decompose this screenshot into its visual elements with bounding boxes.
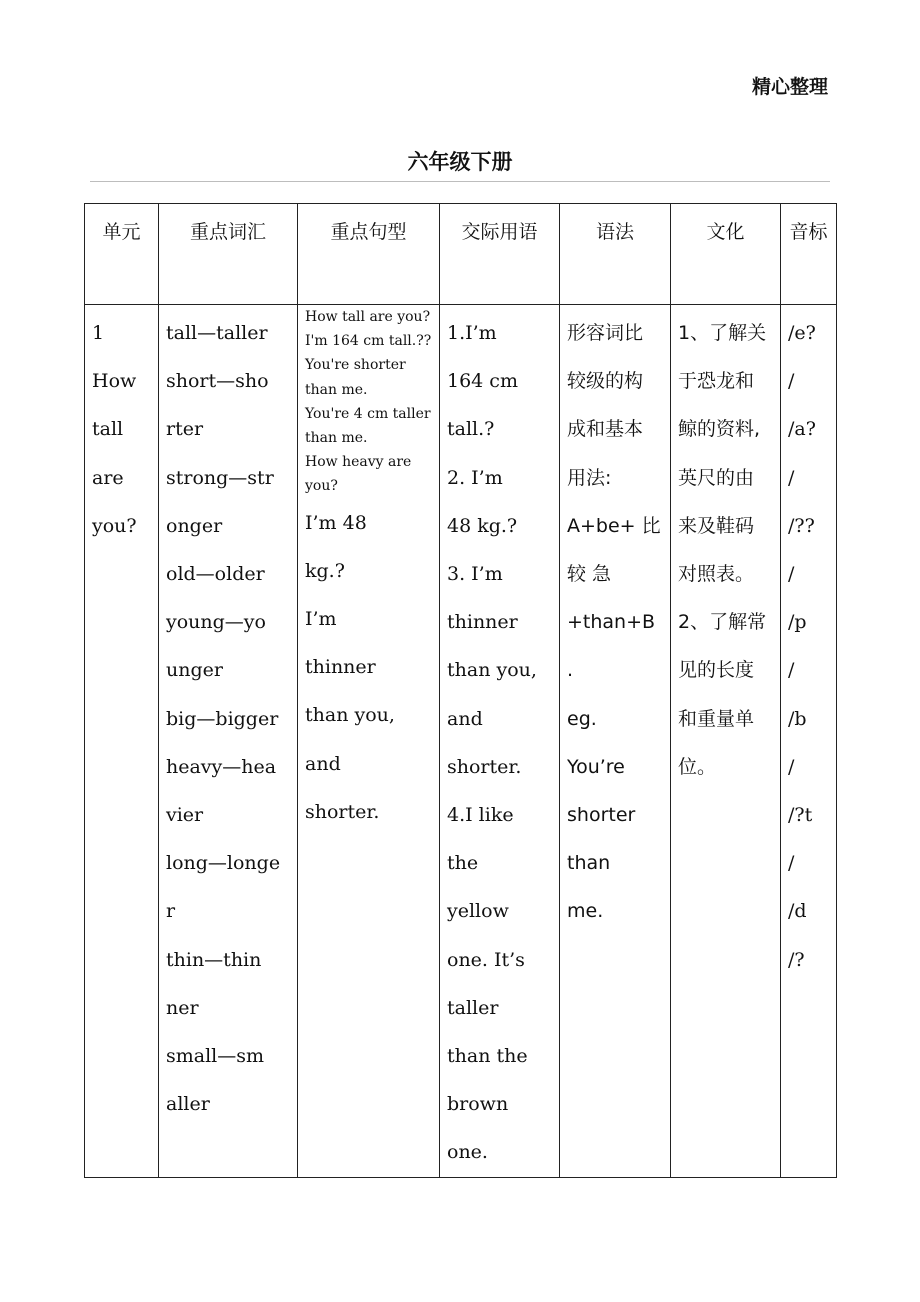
cell-line: 较级的构 [567, 370, 644, 393]
cell-line: I’m 48 [305, 511, 367, 534]
cell-line: rter [166, 418, 204, 441]
cell-line: one. [447, 1141, 488, 1164]
corner-label: 精心整理 [751, 76, 828, 98]
cell-line: ner [166, 996, 199, 1019]
cell-line: tall [92, 418, 124, 441]
cell-line: heavy—hea [166, 755, 277, 778]
cell-line: 较 急 [567, 563, 612, 586]
cell-line: than the [447, 1045, 528, 1068]
cell-line: thinner [305, 656, 376, 679]
cell-line: /?? [788, 514, 815, 537]
cell-line: big—bigger [166, 707, 279, 730]
cell-line: and [447, 707, 483, 730]
cell-line: than me. [305, 430, 368, 447]
cell-line: 见的长度 [678, 659, 755, 682]
cell-line: 4.I like [447, 804, 514, 827]
cell-line: / [788, 370, 795, 393]
cell-line: /e? [788, 322, 816, 344]
cell-line: and [305, 752, 341, 775]
cell-line: old—older [166, 563, 265, 586]
patterns-large [305, 499, 432, 836]
header-phonetics-1: 音标 [789, 221, 828, 243]
cell-line: . [567, 659, 574, 682]
cell-line: / [788, 659, 795, 682]
cell-line: 3. I’m [447, 563, 503, 586]
cell-line: You're 4 cm taller [305, 405, 431, 422]
cell-line: the [447, 852, 479, 875]
header-unit: 单元 [85, 204, 159, 305]
cell-line: 形容词比 [567, 322, 644, 344]
patterns-small [305, 305, 432, 499]
header-grammar: 语法 [560, 204, 671, 305]
cell-line: strong—str [166, 466, 274, 489]
cell-line: shorter [567, 804, 636, 827]
cell-expressions [440, 305, 560, 1178]
cell-line: shorter. [305, 800, 380, 823]
cell-line: How [92, 370, 137, 393]
cell-line: / [788, 852, 795, 875]
cell-line: / [788, 466, 795, 489]
cell-line: 鲸的资料, [678, 418, 761, 441]
cell-line: 48 kg.? [447, 514, 518, 537]
cell-line: I'm 164 cm tall.?? [305, 333, 432, 350]
header-expressions: 交际用语 [440, 204, 560, 305]
cell-unit [85, 305, 159, 1178]
cell-line: 2、了解常 [678, 611, 767, 634]
header-culture: 文化 [671, 204, 781, 305]
page-title: 六年级下册 [407, 149, 513, 174]
header-phonetics [781, 204, 837, 305]
cell-line: /a? [788, 418, 816, 441]
cell-line: You're shorter [305, 357, 406, 374]
cell-line: taller [447, 996, 499, 1019]
cell-line: /b [788, 707, 807, 730]
cell-line: tall.? [447, 418, 495, 441]
cell-line: /d [788, 900, 807, 923]
cell-line: 1.I’m [447, 322, 497, 344]
cell-line: thinner [447, 611, 518, 634]
cell-line: onger [166, 514, 223, 537]
cell-line: / [788, 755, 795, 778]
cell-patterns [298, 305, 440, 1178]
cell-line: thin—thin [166, 948, 262, 971]
cell-line: +than+B [567, 611, 656, 634]
cell-line: kg.? [305, 559, 345, 582]
cell-line: 1 [92, 322, 105, 344]
cell-phonetics [781, 305, 837, 1178]
cell-line: 于恐龙和 [678, 370, 755, 393]
cell-line: 164 cm [447, 370, 518, 393]
cell-line: / [788, 563, 795, 586]
cell-line: brown [447, 1093, 509, 1116]
cell-line: than you, [447, 659, 537, 682]
cell-line: unger [166, 659, 223, 682]
cell-line: shorter. [447, 755, 522, 778]
cell-line: you? [92, 514, 137, 537]
cell-line: are [92, 466, 124, 489]
cell-line: vier [166, 804, 204, 827]
cell-line: /p [788, 611, 807, 634]
cell-line: tall—taller [166, 322, 268, 344]
cell-line: 2. I’m [447, 466, 503, 489]
header-patterns: 重点句型 [298, 204, 440, 305]
cell-line: /?t [788, 804, 813, 827]
cell-line: than you, [305, 704, 395, 727]
cell-line: eg. [567, 707, 597, 730]
cell-grammar [560, 305, 671, 1178]
header-vocab: 重点词汇 [159, 204, 298, 305]
cell-line: 来及鞋码 [678, 514, 755, 537]
cell-line: small—sm [166, 1045, 265, 1068]
table-header-row [85, 204, 837, 305]
cell-line: short—sho [166, 370, 269, 393]
cell-line: 位。 [678, 755, 717, 778]
cell-line: You’re [567, 755, 625, 778]
cell-line: me. [567, 900, 604, 923]
cell-line: 对照表。 [678, 563, 755, 586]
cell-line: you? [305, 478, 338, 495]
cell-line: How heavy are [305, 454, 412, 471]
cell-line: young—yo [166, 611, 266, 634]
curriculum-table [84, 203, 837, 1178]
cell-line: long—longe [166, 852, 281, 875]
cell-line: aller [166, 1093, 210, 1116]
cell-line: I’m [305, 608, 337, 631]
cell-line: yellow [447, 900, 509, 923]
cell-line: 用法: [567, 466, 612, 489]
cell-line: 成和基本 [567, 418, 644, 441]
cell-line: /? [788, 948, 805, 971]
cell-vocab [159, 305, 298, 1178]
table-row [85, 305, 837, 1178]
cell-line: 1、了解关 [678, 322, 767, 344]
title-divider [90, 181, 830, 182]
cell-line: 英尺的由 [678, 466, 755, 489]
cell-line: r [166, 900, 176, 923]
cell-line: A+be+ 比 [567, 514, 661, 537]
cell-culture [671, 305, 781, 1178]
cell-line: How tall are you? [305, 309, 431, 325]
cell-line: than [567, 852, 611, 875]
cell-line: one. It’s [447, 948, 525, 971]
cell-line: 和重量单 [678, 707, 755, 730]
cell-line: than me. [305, 381, 368, 398]
